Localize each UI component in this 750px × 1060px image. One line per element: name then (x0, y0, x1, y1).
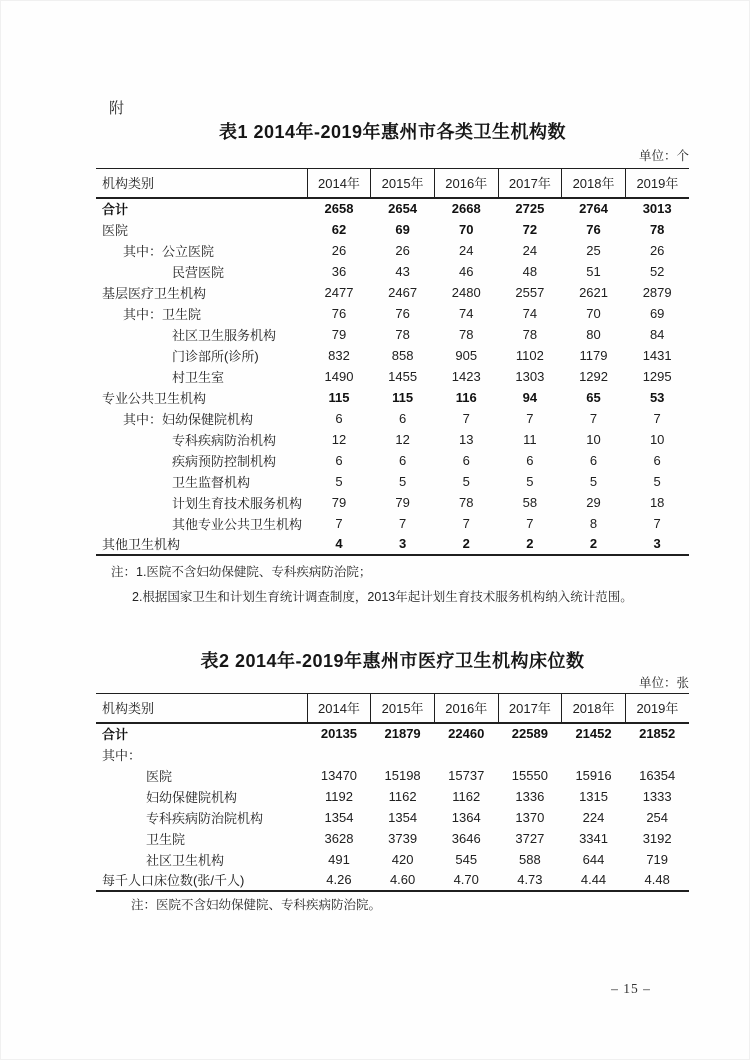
cell-value: 224 (582, 809, 605, 825)
table2-notes (131, 893, 701, 918)
cell-value: 2480 (451, 284, 481, 300)
row-label: 民营医院 (172, 264, 225, 280)
table-row (96, 513, 689, 534)
row-label: 村卫生室 (172, 369, 225, 385)
table-row (96, 786, 689, 807)
row-label: 专业公共卫生机构 (102, 390, 207, 406)
cell-value: 53 (649, 389, 665, 405)
cell-value: 25 (586, 242, 601, 258)
column-header-year: 2015年 (371, 169, 435, 198)
cell-value: 491 (328, 851, 350, 867)
cell-value: 1490 (324, 368, 354, 384)
cell-value: 1354 (388, 809, 418, 825)
row-label: 门诊部所(诊所) (172, 348, 259, 364)
cell-value: 5 (653, 473, 661, 489)
cell-value: 20135 (320, 726, 358, 741)
cell-value: 1315 (579, 788, 608, 804)
cell-value: 4.73 (498, 870, 562, 891)
cell-value: 5 (589, 473, 598, 489)
table1-title: 表1 2014年-2019年惠州市各类卫生机构数 (218, 122, 567, 142)
cell-value: 7 (526, 410, 534, 426)
table-row (96, 261, 689, 282)
cell-value: 1455 (388, 368, 418, 384)
cell-value: 2 (498, 534, 562, 555)
row-label: 医院 (146, 768, 173, 784)
cell-value: 13470 (320, 767, 358, 783)
cell-value: 2467 (388, 284, 418, 300)
cell-value: 21452 (575, 726, 612, 741)
column-header-year: 2017年 (498, 694, 562, 723)
table1-note-2: 2.根据国家卫生和计划生育统计调查制度，2013年起计划生育技术服务机构纳入统计范围。 (132, 590, 633, 604)
cell-value: 24 (459, 242, 474, 258)
row-label: 社区卫生机构 (146, 852, 225, 868)
column-header-year: 2015年 (371, 694, 435, 723)
cell-value: 4.60 (371, 870, 435, 891)
cell-value: 36 (331, 263, 347, 279)
cell-value: 15550 (511, 767, 548, 783)
cell-value: 116 (455, 389, 477, 405)
row-label: 其中：卫生院 (123, 306, 202, 322)
table-row (96, 492, 689, 513)
column-header-year: 2016年 (434, 694, 498, 723)
row-label: 基层医疗卫生机构 (102, 285, 207, 301)
cell-value: 1336 (515, 788, 545, 804)
cell-value: 3192 (642, 830, 672, 846)
table2-unit-label: 单位：张 (638, 676, 689, 690)
cell-value: 22589 (511, 726, 548, 741)
table1-health-institutions (96, 168, 689, 556)
cell-value (625, 744, 689, 765)
table-row (96, 450, 689, 471)
column-header-year: 2014年 (307, 694, 371, 723)
cell-value: 6 (462, 452, 470, 468)
table-row (96, 807, 689, 828)
cell-value: 1370 (515, 809, 545, 825)
cell-value: 18 (649, 494, 665, 510)
cell-value: 3 (625, 534, 689, 555)
page-number: – 15 – (611, 981, 651, 996)
row-label: 其中： (102, 747, 142, 763)
cell-value: 74 (459, 305, 474, 321)
table1-notes (111, 560, 681, 610)
row-label: 卫生监督机构 (172, 474, 251, 490)
cell-value: 6 (335, 452, 343, 468)
cell-value: 4.48 (625, 870, 689, 891)
column-header-year: 2019年 (625, 694, 689, 723)
cell-value: 7 (462, 410, 470, 426)
column-header-year: 2019年 (625, 169, 689, 198)
table-row (96, 303, 689, 324)
cell-value: 6 (526, 452, 534, 468)
table1-header-row (96, 169, 689, 198)
cell-value: 78 (522, 326, 538, 342)
table-row (96, 828, 689, 849)
cell-value: 94 (522, 389, 538, 405)
table1-unit-label: 单位：个 (638, 149, 689, 163)
table2-hospital-beds (96, 693, 689, 892)
appendix-label: 附 (109, 100, 125, 117)
cell-value: 1192 (324, 788, 353, 804)
column-header-category: 机构类别 (96, 694, 307, 723)
column-header-category: 机构类别 (96, 169, 307, 198)
cell-value: 16354 (639, 767, 676, 783)
table-row (96, 240, 689, 261)
cell-value: 5 (526, 473, 534, 489)
cell-value: 62 (331, 221, 347, 237)
cell-value: 588 (519, 851, 541, 867)
cell-value: 1292 (579, 368, 608, 384)
cell-value: 69 (649, 305, 665, 321)
cell-value: 7 (335, 515, 343, 531)
cell-value: 6 (335, 410, 343, 426)
cell-value: 254 (646, 809, 669, 825)
cell-value: 7 (462, 515, 470, 531)
table-row (96, 765, 689, 786)
cell-value (498, 744, 562, 765)
cell-value: 69 (395, 221, 410, 237)
table-row (96, 744, 689, 765)
cell-value: 2621 (579, 284, 608, 300)
cell-value: 420 (391, 851, 414, 867)
cell-value: 6 (589, 452, 598, 468)
cell-value: 26 (649, 242, 665, 258)
cell-value: 74 (522, 305, 538, 321)
cell-value: 10 (649, 431, 665, 447)
cell-value (562, 744, 626, 765)
cell-value: 79 (331, 326, 347, 342)
cell-value: 8 (589, 515, 598, 531)
cell-value: 545 (455, 851, 478, 867)
cell-value: 5 (335, 473, 343, 489)
cell-value: 1295 (642, 368, 672, 384)
table2-note-1: 注：医院不含妇幼保健院、专科疾病防治院。 (131, 898, 382, 912)
table-row (96, 429, 689, 450)
table-row (96, 471, 689, 492)
cell-value: 15737 (448, 767, 485, 783)
cell-value: 2 (562, 534, 626, 555)
cell-value: 78 (395, 326, 410, 342)
table-row (96, 198, 689, 219)
cell-value: 7 (589, 410, 598, 426)
row-label: 每千人口床位数(张/千人) (96, 870, 307, 891)
cell-value: 1423 (451, 368, 481, 384)
cell-value: 84 (649, 326, 665, 342)
cell-value: 29 (586, 494, 601, 510)
cell-value: 7 (653, 515, 661, 531)
cell-value: 46 (459, 263, 474, 279)
cell-value: 76 (331, 305, 347, 321)
cell-value (307, 744, 371, 765)
cell-value: 644 (582, 851, 605, 867)
cell-value: 6 (653, 452, 661, 468)
row-label: 合计 (102, 727, 129, 742)
cell-value: 10 (586, 431, 601, 447)
row-label: 专科疾病防治机构 (172, 432, 277, 448)
row-label: 合计 (102, 202, 129, 217)
cell-value: 2879 (642, 284, 672, 300)
cell-value: 1162 (388, 788, 417, 804)
table-row (96, 849, 689, 870)
cell-value: 78 (459, 326, 474, 342)
table-row (96, 324, 689, 345)
cell-value: 65 (586, 389, 601, 405)
cell-value: 52 (649, 263, 665, 279)
table-row (96, 282, 689, 303)
column-header-year: 2018年 (562, 694, 626, 723)
cell-value: 76 (395, 305, 410, 321)
row-label: 计划生育技术服务机构 (172, 495, 303, 511)
table1-note-1: 注：1.医院不含妇幼保健院、专科疾病防治院； (111, 565, 372, 579)
cell-value: 2654 (388, 201, 418, 216)
cell-value: 4 (307, 534, 371, 555)
cell-value: 5 (398, 473, 407, 489)
table2-title: 表2 2014年-2019年惠州市医疗卫生机构床位数 (200, 651, 585, 671)
column-header-year: 2016年 (434, 169, 498, 198)
column-header-year: 2014年 (307, 169, 371, 198)
row-label: 疾病预防控制机构 (172, 453, 277, 469)
row-label: 其中：公立医院 (123, 243, 215, 259)
cell-value: 4.26 (307, 870, 371, 891)
cell-value: 858 (391, 347, 414, 363)
table-row (96, 870, 689, 891)
row-label: 妇幼保健院机构 (146, 789, 238, 805)
cell-value: 6 (398, 410, 407, 426)
cell-value: 3739 (388, 830, 418, 846)
cell-value: 51 (586, 263, 601, 279)
row-label: 医院 (102, 222, 129, 238)
cell-value: 3 (371, 534, 435, 555)
cell-value: 21852 (639, 726, 676, 741)
cell-value: 80 (586, 326, 601, 342)
column-header-year: 2017年 (498, 169, 562, 198)
cell-value: 58 (522, 494, 538, 510)
cell-value: 24 (522, 242, 538, 258)
cell-value: 2 (434, 534, 498, 555)
cell-value: 76 (586, 221, 601, 237)
cell-value: 13 (459, 431, 474, 447)
cell-value: 26 (331, 242, 347, 258)
table-row (96, 219, 689, 240)
cell-value: 3341 (579, 830, 608, 846)
cell-value: 1162 (452, 788, 481, 804)
cell-value: 1102 (515, 347, 544, 363)
cell-value (434, 744, 498, 765)
cell-value: 79 (331, 494, 347, 510)
cell-value: 70 (459, 221, 474, 237)
cell-value: 4.44 (562, 870, 626, 891)
table-row (96, 723, 689, 744)
cell-value: 2668 (451, 201, 481, 216)
cell-value: 22460 (448, 726, 485, 741)
cell-value: 905 (455, 347, 478, 363)
cell-value: 7 (398, 515, 407, 531)
cell-value: 3013 (642, 201, 672, 216)
cell-value: 3628 (324, 830, 354, 846)
row-label: 其他卫生机构 (96, 534, 307, 555)
cell-value: 7 (526, 515, 534, 531)
cell-value: 1333 (642, 788, 672, 804)
cell-value: 832 (328, 347, 350, 363)
cell-value: 719 (646, 851, 669, 867)
cell-value: 43 (395, 263, 410, 279)
cell-value: 1364 (451, 809, 481, 825)
cell-value: 11 (523, 431, 537, 447)
cell-value: 12 (395, 431, 410, 447)
cell-value: 15916 (575, 767, 612, 783)
cell-value: 79 (395, 494, 410, 510)
cell-value: 2725 (515, 201, 545, 216)
row-label: 其中：妇幼保健院机构 (123, 411, 254, 427)
table-row (96, 345, 689, 366)
cell-value: 72 (522, 221, 538, 237)
cell-value: 1354 (324, 809, 354, 825)
cell-value: 3727 (515, 830, 545, 846)
cell-value: 26 (395, 242, 410, 258)
cell-value: 21879 (384, 726, 421, 741)
cell-value: 2658 (324, 201, 354, 216)
cell-value: 48 (522, 263, 538, 279)
cell-value: 3646 (451, 830, 481, 846)
cell-value: 12 (331, 431, 347, 447)
cell-value: 78 (649, 221, 665, 237)
cell-value: 115 (328, 389, 350, 405)
row-label: 社区卫生服务机构 (172, 327, 277, 343)
cell-value: 70 (586, 305, 601, 321)
cell-value: 15198 (384, 767, 421, 783)
cell-value: 78 (459, 494, 474, 510)
cell-value (371, 744, 435, 765)
cell-value: 4.70 (434, 870, 498, 891)
cell-value: 1303 (515, 368, 545, 384)
table-row (96, 366, 689, 387)
cell-value: 2557 (515, 284, 545, 300)
cell-value: 1431 (642, 347, 672, 363)
table-row (96, 534, 689, 555)
cell-value: 2764 (579, 201, 608, 216)
cell-value: 1179 (579, 347, 608, 363)
cell-value: 5 (462, 473, 470, 489)
cell-value: 7 (653, 410, 661, 426)
row-label: 专科疾病防治院机构 (146, 810, 264, 826)
cell-value: 115 (392, 389, 414, 405)
table2-header-row (96, 694, 689, 723)
table-row (96, 408, 689, 429)
row-label: 卫生院 (146, 831, 186, 847)
column-header-year: 2018年 (562, 169, 626, 198)
row-label: 其他专业公共卫生机构 (172, 516, 303, 532)
cell-value: 6 (398, 452, 407, 468)
cell-value: 2477 (324, 284, 354, 300)
table-row (96, 387, 689, 408)
